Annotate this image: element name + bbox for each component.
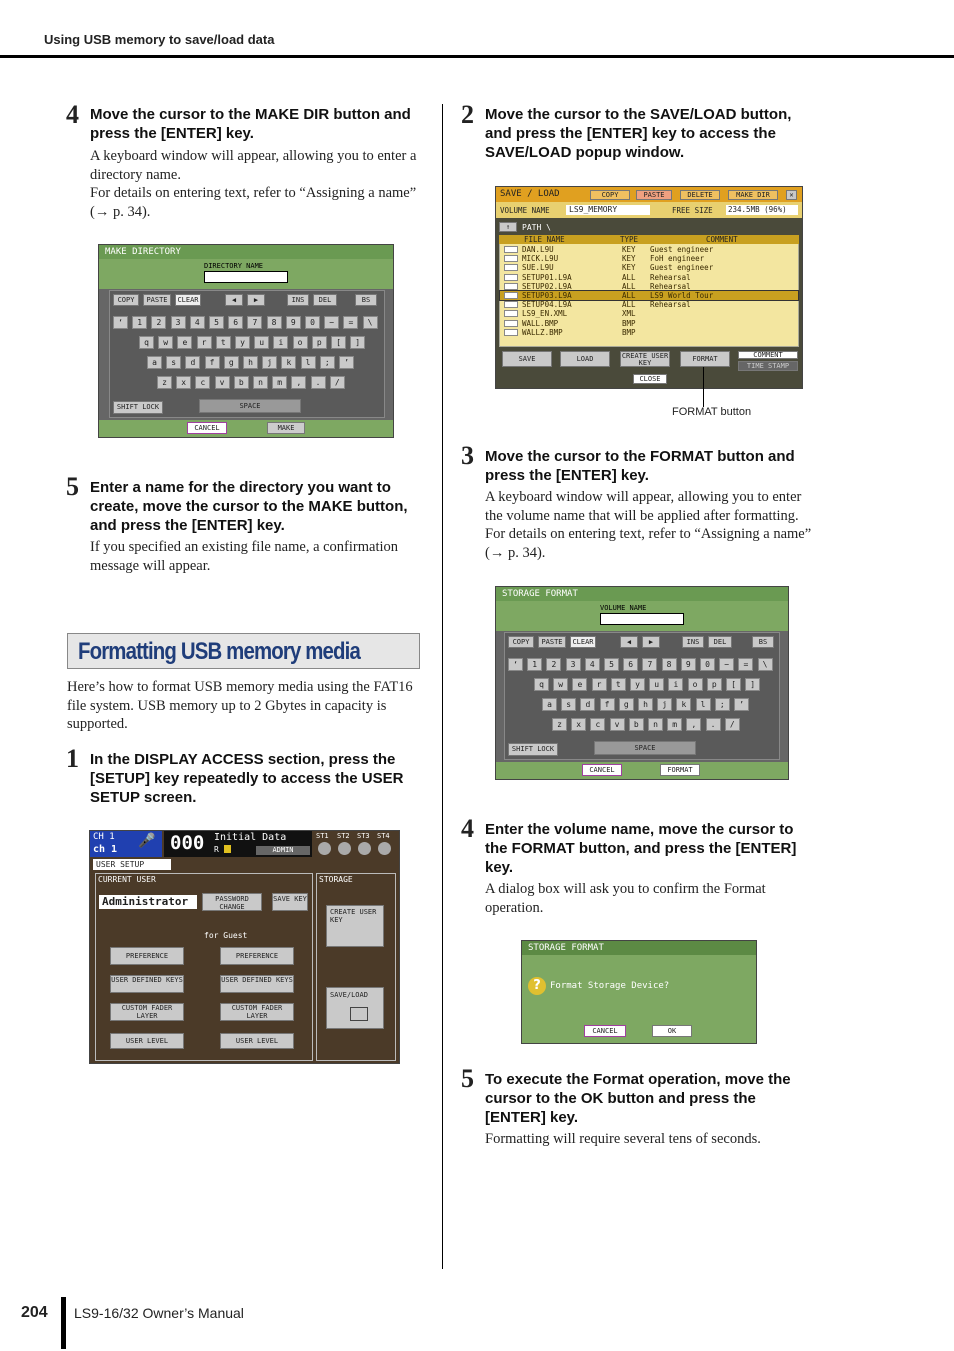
save-load-button[interactable]: SAVE/LOAD <box>326 987 384 1029</box>
key-1-9[interactable]: p <box>707 678 722 691</box>
table-row[interactable] <box>500 245 798 254</box>
key-2-9[interactable]: ; <box>715 698 730 711</box>
key-1-1[interactable]: w <box>553 678 568 691</box>
key-1-8[interactable]: o <box>688 678 703 691</box>
key-3-7[interactable]: , <box>291 376 306 389</box>
scene-title: Initial Data <box>214 832 287 843</box>
copy-button[interactable]: COPY <box>590 190 630 200</box>
key-3-4[interactable]: b <box>234 376 249 389</box>
key-3-0[interactable]: z <box>552 718 567 731</box>
key-3-7[interactable]: , <box>686 718 701 731</box>
field-label: VOLUME NAME <box>600 604 647 612</box>
file-icon <box>504 283 518 290</box>
st-knob-icon[interactable] <box>318 842 331 855</box>
key-2-7[interactable]: k <box>281 356 296 369</box>
key-0-4[interactable]: 4 <box>585 658 600 671</box>
key-3-2[interactable]: c <box>590 718 605 731</box>
scene-number: 000 <box>170 832 205 854</box>
key-0-7[interactable]: 7 <box>247 316 262 329</box>
key-0-5[interactable]: 5 <box>604 658 619 671</box>
key-0-4[interactable]: 4 <box>190 316 205 329</box>
cancel-button[interactable]: CANCEL <box>584 1025 626 1037</box>
copy-button[interactable]: COPY <box>508 636 534 648</box>
format-button-caption: FORMAT button <box>672 406 752 418</box>
key-0-11[interactable]: − <box>324 316 339 329</box>
step-body: If you specified an existing file name, a confirmation message will appear. <box>90 539 399 574</box>
key-3-2[interactable]: c <box>195 376 210 389</box>
guest-custom-fader-layer-button[interactable]: CUSTOM FADER LAYER <box>220 1003 294 1021</box>
key-2-2[interactable]: d <box>580 698 595 711</box>
step-number: 2 <box>461 100 474 129</box>
ins-button[interactable]: INS <box>682 636 704 648</box>
protect-indicator: R <box>214 845 219 854</box>
close-button[interactable]: CLOSE <box>633 374 667 384</box>
shift-lock-button[interactable]: SHIFT LOCK <box>508 743 558 756</box>
dialog-message: Format Storage Device? <box>550 981 670 991</box>
key-0-8[interactable]: 8 <box>267 316 282 329</box>
st-label: ST4 <box>377 832 390 840</box>
delete-button[interactable]: DELETE <box>680 190 720 200</box>
parent-dir-icon[interactable]: ↑ <box>499 222 517 232</box>
key-1-10[interactable]: [ <box>726 678 741 691</box>
file-icon <box>504 329 518 336</box>
key-3-0[interactable]: z <box>157 376 172 389</box>
cell-name: SUE.L9U <box>522 263 554 273</box>
footer-bar <box>61 1297 66 1349</box>
key-3-6[interactable]: m <box>667 718 682 731</box>
sort-comment-button[interactable]: COMMENT <box>738 351 798 359</box>
ok-button[interactable]: OK <box>652 1025 692 1037</box>
key-3-5[interactable]: n <box>648 718 663 731</box>
window-title: STORAGE FORMAT <box>496 587 788 601</box>
key-2-5[interactable]: h <box>243 356 258 369</box>
clear-button[interactable]: CLEAR <box>570 636 596 648</box>
step-heading: In the DISPLAY ACCESS section, press the [SETUP] key repeatedly to access the USER SETUP screen. <box>90 751 404 806</box>
field-label: DIRECTORY NAME <box>204 262 264 270</box>
format-confirm-dialog <box>521 940 757 1044</box>
for-guest-label: for Guest <box>204 931 248 940</box>
cell-comment: Rehearsal <box>650 300 691 310</box>
key-0-13[interactable]: \ <box>758 658 773 671</box>
key-3-4[interactable]: b <box>629 718 644 731</box>
key-1-8[interactable]: o <box>293 336 308 349</box>
key-0-9[interactable]: 9 <box>681 658 696 671</box>
key-0-3[interactable]: 3 <box>566 658 581 671</box>
key-2-3[interactable]: f <box>205 356 220 369</box>
key-0-6[interactable]: 6 <box>623 658 638 671</box>
key-2-7[interactable]: k <box>676 698 691 711</box>
cell-type: ALL <box>622 272 636 282</box>
cell-type: XML <box>622 309 636 319</box>
cursor-left-button[interactable]: ◀ <box>225 294 243 306</box>
key-0-12[interactable]: = <box>343 316 358 329</box>
key-2-4[interactable]: g <box>224 356 239 369</box>
user-level-badge: ADMIN <box>256 846 310 855</box>
save-load-window <box>495 186 803 389</box>
guest-user-defined-keys-button[interactable]: USER DEFINED KEYS <box>220 975 294 993</box>
volume-name-label: VOLUME NAME <box>500 206 550 215</box>
password-change-button[interactable]: PASSWORD CHANGE <box>202 893 262 911</box>
del-button[interactable]: DEL <box>313 294 337 306</box>
key-0-2[interactable]: 2 <box>151 316 166 329</box>
cursor-left-button[interactable]: ◀ <box>620 636 638 648</box>
section-heading: Formatting USB memory media <box>67 633 420 669</box>
clear-button[interactable]: CLEAR <box>175 294 201 306</box>
space-button[interactable]: SPACE <box>594 741 696 755</box>
key-2-4[interactable]: g <box>619 698 634 711</box>
user-level-button[interactable]: USER LEVEL <box>110 1033 184 1049</box>
file-icon <box>504 264 518 271</box>
channel-label: CH 1 <box>93 832 115 842</box>
step-heading: Move the cursor to the MAKE DIR button and press the [ENTER] key. <box>90 106 411 142</box>
table-row[interactable] <box>500 254 798 263</box>
paste-button[interactable]: PASTE <box>538 636 566 648</box>
key-3-3[interactable]: v <box>215 376 230 389</box>
key-0-13[interactable]: \ <box>363 316 378 329</box>
load-button[interactable]: LOAD <box>560 351 610 367</box>
table-row[interactable] <box>500 328 798 337</box>
column-divider <box>442 104 443 1269</box>
cell-type: KEY <box>622 254 636 264</box>
cursor-right-button[interactable]: ▶ <box>642 636 660 648</box>
table-row[interactable] <box>500 309 798 318</box>
file-icon <box>504 301 518 308</box>
bs-button[interactable]: BS <box>752 636 774 648</box>
key-2-2[interactable]: d <box>185 356 200 369</box>
key-2-1[interactable]: s <box>166 356 181 369</box>
file-icon <box>504 274 518 281</box>
key-2-8[interactable]: l <box>301 356 316 369</box>
space-button[interactable]: SPACE <box>199 399 301 413</box>
key-1-3[interactable]: r <box>197 336 212 349</box>
key-2-5[interactable]: h <box>638 698 653 711</box>
key-1-1[interactable]: w <box>158 336 173 349</box>
format-button[interactable]: FORMAT <box>660 764 700 776</box>
key-2-8[interactable]: l <box>696 698 711 711</box>
cell-type: BMP <box>622 318 636 328</box>
key-2-6[interactable]: j <box>262 356 277 369</box>
cell-name: WALL.BMP <box>522 318 559 328</box>
create-user-key-button[interactable]: CREATE USER KEY <box>621 352 669 367</box>
step-body: A keyboard window will appear, allowing you to enter the volume name that will be applied after formatting. For details on entering text, refer to “Assigning a name” (→ p. 34). <box>485 489 812 561</box>
window-title: MAKE DIRECTORY <box>99 245 393 259</box>
key-0-0[interactable]: ‘ <box>113 316 128 329</box>
cell-name: SETUP02.L9A <box>522 281 572 291</box>
key-1-7[interactable]: i <box>668 678 683 691</box>
key-2-3[interactable]: f <box>600 698 615 711</box>
cell-name: MICK.L9U <box>522 254 559 264</box>
cancel-button[interactable]: CANCEL <box>187 422 227 434</box>
file-icon <box>504 255 518 262</box>
key-1-11[interactable]: ] <box>350 336 365 349</box>
tab-user-setup[interactable]: USER SETUP <box>93 859 171 870</box>
key-0-2[interactable]: 2 <box>546 658 561 671</box>
header-rule <box>0 55 954 58</box>
key-1-11[interactable]: ] <box>745 678 760 691</box>
current-user-label: CURRENT USER <box>98 875 156 884</box>
channel-name: ch 1 <box>93 844 118 855</box>
key-3-1[interactable]: x <box>176 376 191 389</box>
guest-preference-button[interactable]: PREFERENCE <box>220 947 294 965</box>
cell-type: KEY <box>622 263 636 273</box>
cursor-right-button[interactable]: ▶ <box>247 294 265 306</box>
format-button[interactable]: FORMAT <box>680 351 730 367</box>
page-number: 204 <box>21 1304 48 1321</box>
key-0-10[interactable]: 0 <box>305 316 320 329</box>
make-button[interactable]: MAKE <box>267 422 305 434</box>
key-0-10[interactable]: 0 <box>700 658 715 671</box>
table-row[interactable] <box>500 263 798 272</box>
section-intro: Here’s how to format USB memory media using the FAT16 file system. USB memory up to 2 Gbytes in capacity is supported. <box>67 679 413 732</box>
cell-name: SETUP01.L9A <box>522 272 572 282</box>
key-2-1[interactable]: s <box>561 698 576 711</box>
cell-type: ALL <box>622 281 636 291</box>
col-comment[interactable]: COMMENT <box>706 235 738 244</box>
step-number: 5 <box>461 1064 474 1093</box>
key-0-9[interactable]: 9 <box>286 316 301 329</box>
st-label: ST1 <box>316 832 329 840</box>
key-1-7[interactable]: i <box>273 336 288 349</box>
custom-fader-layer-button[interactable]: CUSTOM FADER LAYER <box>110 1003 184 1021</box>
current-user-select[interactable]: Administrator <box>99 895 197 909</box>
save-key-button[interactable]: SAVE KEY <box>272 893 308 911</box>
step-number: 1 <box>66 744 79 773</box>
edit-indicator-icon <box>224 845 231 853</box>
st-knob-icon[interactable] <box>378 842 391 855</box>
key-3-9[interactable]: / <box>330 376 345 389</box>
step-body: A dialog box will ask you to confirm the Format operation. <box>485 881 766 916</box>
cancel-button[interactable]: CANCEL <box>582 764 622 776</box>
save-button[interactable]: SAVE <box>502 351 552 367</box>
storage-label: STORAGE <box>319 875 353 884</box>
key-1-2[interactable]: e <box>177 336 192 349</box>
user-defined-keys-button[interactable]: USER DEFINED KEYS <box>110 975 184 993</box>
make-dir-button[interactable]: MAKE DIR <box>728 190 778 200</box>
cell-type: KEY <box>622 245 636 254</box>
storage-format-window <box>495 586 789 780</box>
step-heading: Enter the volume name, move the cursor to the FORMAT button, and press the [ENTER] key. <box>485 821 797 876</box>
step-number: 3 <box>461 441 474 470</box>
file-icon <box>504 246 518 253</box>
st-label: ST2 <box>337 832 350 840</box>
key-1-5[interactable]: y <box>630 678 645 691</box>
cell-comment: Rehearsal <box>650 281 691 291</box>
free-size-value: 234.5MB (96%) <box>726 205 798 215</box>
cell-name: DAN.L9U <box>522 245 554 254</box>
shift-lock-button[interactable]: SHIFT LOCK <box>113 401 163 414</box>
key-3-8[interactable]: . <box>311 376 326 389</box>
paste-button[interactable]: PASTE <box>143 294 171 306</box>
step-body: Formatting will require several tens of seconds. <box>485 1131 761 1147</box>
running-header: Using USB memory to save/load data <box>44 32 275 47</box>
key-0-3[interactable]: 3 <box>171 316 186 329</box>
key-2-6[interactable]: j <box>657 698 672 711</box>
step-body: A keyboard window will appear, allowing you to enter a directory name. For details on entering text, refer to “Assigning a name” (→ p. 34). <box>90 148 417 220</box>
key-2-0[interactable]: a <box>542 698 557 711</box>
key-0-1[interactable]: 1 <box>132 316 147 329</box>
sort-time-stamp-button[interactable]: TIME STAMP <box>738 361 798 371</box>
folder-icon <box>350 1007 368 1021</box>
col-file-name[interactable]: FILE NAME <box>524 235 565 244</box>
cell-name: SETUP04.L9A <box>522 300 572 310</box>
key-2-9[interactable]: ; <box>320 356 335 369</box>
file-icon <box>504 292 518 299</box>
key-0-1[interactable]: 1 <box>527 658 542 671</box>
step-number: 4 <box>461 814 474 843</box>
close-icon[interactable]: ✕ <box>786 190 797 200</box>
table-row[interactable] <box>500 273 798 282</box>
step-number: 5 <box>66 472 79 501</box>
key-2-10[interactable]: ’ <box>734 698 749 711</box>
cell-comment: Guest engineer <box>650 245 714 254</box>
key-3-5[interactable]: n <box>253 376 268 389</box>
key-3-3[interactable]: v <box>610 718 625 731</box>
key-1-0[interactable]: q <box>534 678 549 691</box>
key-1-9[interactable]: p <box>312 336 327 349</box>
step-heading: Move the cursor to the FORMAT button and press the [ENTER] key. <box>485 448 795 484</box>
key-3-8[interactable]: . <box>706 718 721 731</box>
volume-name-input[interactable] <box>600 613 684 625</box>
path-label: PATH \ <box>522 223 551 232</box>
copy-button[interactable]: COPY <box>113 294 139 306</box>
step-number: 4 <box>66 100 79 129</box>
cell-type: ALL <box>622 291 636 300</box>
key-1-4[interactable]: t <box>216 336 231 349</box>
paste-button[interactable]: PASTE <box>636 190 672 200</box>
table-row[interactable] <box>500 319 798 328</box>
col-type[interactable]: TYPE <box>620 235 639 244</box>
cell-type: ALL <box>622 300 636 310</box>
table-row[interactable] <box>500 300 798 309</box>
step-heading: Move the cursor to the SAVE/LOAD button, and press the [ENTER] key to access the SAVE/LOAD popup window. <box>485 106 792 161</box>
del-button[interactable]: DEL <box>708 636 732 648</box>
user-setup-screen <box>89 830 400 1064</box>
key-2-0[interactable]: a <box>147 356 162 369</box>
key-0-0[interactable]: ‘ <box>508 658 523 671</box>
cell-comment: Guest engineer <box>650 263 714 273</box>
key-1-10[interactable]: [ <box>331 336 346 349</box>
step-heading: Enter a name for the directory you want to create, move the cursor to the MAKE button, and press the [ENTER] key. <box>90 479 408 534</box>
callout-line <box>703 367 704 407</box>
table-row[interactable] <box>500 282 798 291</box>
key-1-2[interactable]: e <box>572 678 587 691</box>
cell-type: BMP <box>622 327 636 337</box>
directory-name-input[interactable] <box>204 271 288 283</box>
table-row[interactable] <box>500 291 798 300</box>
key-3-9[interactable]: / <box>725 718 740 731</box>
cell-comment: LS9 World Tour <box>650 291 714 300</box>
key-0-11[interactable]: − <box>719 658 734 671</box>
ins-button[interactable]: INS <box>287 294 309 306</box>
key-3-6[interactable]: m <box>272 376 287 389</box>
free-size-label: FREE SIZE <box>672 206 713 215</box>
cell-name: SETUP03.L9A <box>522 291 572 300</box>
cell-comment: FoH engineer <box>650 254 705 264</box>
key-1-5[interactable]: y <box>235 336 250 349</box>
create-user-key-button[interactable]: CREATE USER KEY <box>326 905 384 947</box>
microphone-icon: 🎤 <box>138 833 156 849</box>
file-icon <box>504 310 518 317</box>
key-1-6[interactable]: u <box>254 336 269 349</box>
key-0-7[interactable]: 7 <box>642 658 657 671</box>
key-0-8[interactable]: 8 <box>662 658 677 671</box>
cell-name: LS9_EN.XML <box>522 309 568 319</box>
guest-user-level-button[interactable]: USER LEVEL <box>220 1033 294 1049</box>
key-2-10[interactable]: ’ <box>339 356 354 369</box>
key-0-5[interactable]: 5 <box>209 316 224 329</box>
cell-comment: Rehearsal <box>650 272 691 282</box>
manual-title: LS9-16/32 Owner’s Manual <box>74 1305 244 1321</box>
volume-name-value: LS9_MEMORY <box>566 205 650 215</box>
key-1-0[interactable]: q <box>139 336 154 349</box>
file-icon <box>504 320 518 327</box>
key-3-1[interactable]: x <box>571 718 586 731</box>
question-icon: ? <box>528 977 546 995</box>
key-1-4[interactable]: t <box>611 678 626 691</box>
key-0-12[interactable]: = <box>738 658 753 671</box>
step-heading: To execute the Format operation, move the cursor to the OK button and press the [ENTER] key. <box>485 1071 791 1126</box>
cell-name: WALLZ.BMP <box>522 327 563 337</box>
bs-button[interactable]: BS <box>355 294 377 306</box>
key-0-6[interactable]: 6 <box>228 316 243 329</box>
window-title: SAVE / LOAD <box>500 189 560 199</box>
make-directory-window <box>98 244 394 438</box>
window-title: STORAGE FORMAT <box>522 941 756 955</box>
st-knob-icon[interactable] <box>338 842 351 855</box>
st-label: ST3 <box>357 832 370 840</box>
preference-button[interactable]: PREFERENCE <box>110 947 184 965</box>
key-1-6[interactable]: u <box>649 678 664 691</box>
key-1-3[interactable]: r <box>592 678 607 691</box>
st-knob-icon[interactable] <box>358 842 371 855</box>
